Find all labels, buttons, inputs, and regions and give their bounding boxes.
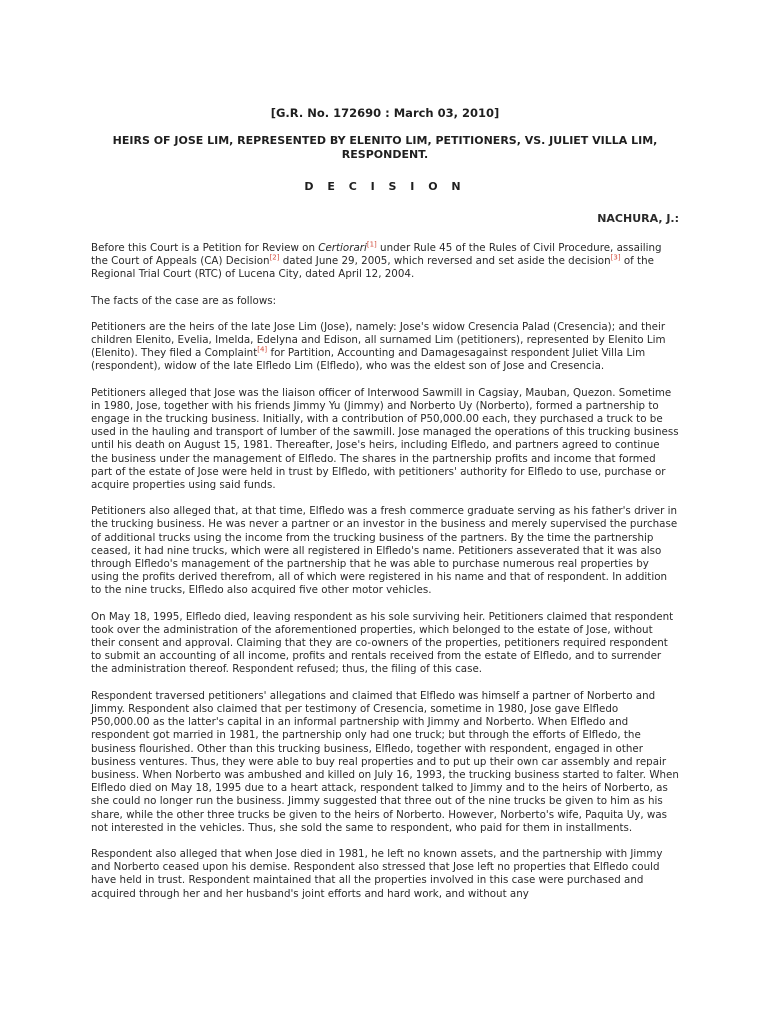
paragraph-1-text-c: dated June 29, 2005, which reversed and set aside the decision <box>279 255 611 268</box>
decision-heading: D E C I S I O N <box>304 180 466 193</box>
paragraph-1-text-b: under Rule 45 of the Rules of Civil Procedure, assailing the Court of Appeals (CA) Decision <box>91 242 662 268</box>
paragraph-2: The facts of the case are as follows: <box>91 294 277 307</box>
document-page <box>91 106 679 914</box>
paragraph-3-text-a: Petitioners are the heirs of the late Jose Lim (Jose), namely: Jose's widow Cresencia Palad (Cresencia); and their children Elenito, Evelia, Imelda, Edelyna and Edison, all surnamed Lim (petitioners), represented by Elenito Lim (Elenito). They filed a Complaint <box>91 320 666 360</box>
case-number: [G.R. No. 172690 : March 03, 2010] <box>270 106 500 120</box>
paragraph-5: Petitioners also alleged that, at that time, Elfledo was a fresh commerce graduate serving as his father's driver in the trucking business. He was never a partner or an investor in the business and merely supervised the purchase of additional trucks using the income from the trucking business of the partners. By the time the partnership ceased, it had nine trucks, which were all registered in Elfledo's name. Petitioners asseverated that it was also through Elfledo's management of the partnership that he was able to purchase numerous real properties by using the profits derived therefrom, all of which were registered in his name and that of respondent. In addition to the nine trucks, Elfledo also acquired five other motor vehicles. <box>91 505 678 597</box>
paragraph-7: Respondent traversed petitioners' allegations and claimed that Elfledo was himself a partner of Norberto and Jimmy. Respondent also claimed that per testimony of Cresencia, sometime in 1980, Jose gave Elfledo P50,000.00 as the latter's capital in an informal partnership with Jimmy and Norberto. When Elfledo and respondent got married in 1981, the partnership only had one truck; but through the efforts of Elfledo, the business flourished. Other than this trucking business, Elfledo, together with respondent, engaged in other business ventures. Thus, they were able to buy real properties and to put up their own car assembly and repair business. When Norberto was ambushed and killed on July 16, 1993, the trucking business started to falter. When Elfledo died on May 18, 1995 due to a heart attack, respondent talked to Jimmy and to the heirs of Norberto, as she could no longer run the business. Jimmy suggested that three out of the nine trucks be given to him as his share, while the other three trucks be given to the heirs of Norberto. However, Norberto's wife, Paquita Uy, was not interested in the vehicles. Thus, she sold the same to respondent, who paid for them in installments. <box>91 689 679 834</box>
paragraph-1-text-a: Before this Court is a Petition for Review on <box>91 242 319 254</box>
paragraph-1-text-d: of the Regional Trial Court (RTC) of Lucena City, dated April 12, 2004. <box>91 255 654 281</box>
paragraph-8: Respondent also alleged that when Jose died in 1981, he left no known assets, and the partnership with Jimmy and Norberto ceased upon his demise. Respondent also stressed that Jose left no properties that Elfledo could have held in trust. Respondent maintained that all the properties involved in this case were purchased and acquired through her and her husband's joint efforts and hard work, and without any <box>91 847 663 900</box>
footnote-link-2[interactable]: [2] <box>269 253 280 262</box>
paragraph-3-text-b: for Partition, Accounting and Damagesagainst respondent Juliet Villa Lim (respondent), widow of the late Elfledo Lim (Elfledo), who was the eldest son of Jose and Cresencia. <box>91 347 646 373</box>
certiorari-term: Certiorari <box>318 242 367 254</box>
paragraph-3 <box>91 321 679 374</box>
footnote-link-3[interactable]: [3] <box>610 253 621 262</box>
paragraph-1 <box>91 242 679 282</box>
ponente: NACHURA, J.: <box>597 212 679 225</box>
footnote-link-4[interactable]: [4] <box>257 345 268 354</box>
paragraph-4: Petitioners alleged that Jose was the liaison officer of Interwood Sawmill in Cagsiay, Mauban, Quezon. Sometime in 1980, Jose, together with his friends Jimmy Yu (Jimmy) and Norberto Uy (Norberto), formed a partnership to engage in the trucking business. Initially, with a contribution of P50,000.00 each, they purchased a truck to be used in the hauling and transport of lumber of the sawmill. Jose managed the operations of this trucking business until his death on August 15, 1981. Thereafter, Jose's heirs, including Elfledo, and partners agreed to continue the business under the management of Elfledo. The shares in the partnership profits and income that formed part of the estate of Jose were held in trust by Elfledo, with petitioners' authority for Elfledo to use, purchase or acquire properties using said funds. <box>91 386 679 492</box>
footnote-link-1[interactable]: [1] <box>366 240 377 249</box>
case-title: HEIRS OF JOSE LIM, REPRESENTED BY ELENITO LIM, PETITIONERS, VS. JULIET VILLA LIM, RESPONDENT. <box>112 134 658 161</box>
paragraph-6: On May 18, 1995, Elfledo died, leaving respondent as his sole surviving heir. Petitioners claimed that respondent took over the administration of the aforementioned properties, which belonged to the estate of Jose, without their consent and approval. Claiming that they are co-owners of the properties, petitioners required respondent to submit an accounting of all income, profits and rentals received from the estate of Elfledo, and to surrender the administration thereof. Respondent refused; thus, the filing of this case. <box>91 610 674 676</box>
